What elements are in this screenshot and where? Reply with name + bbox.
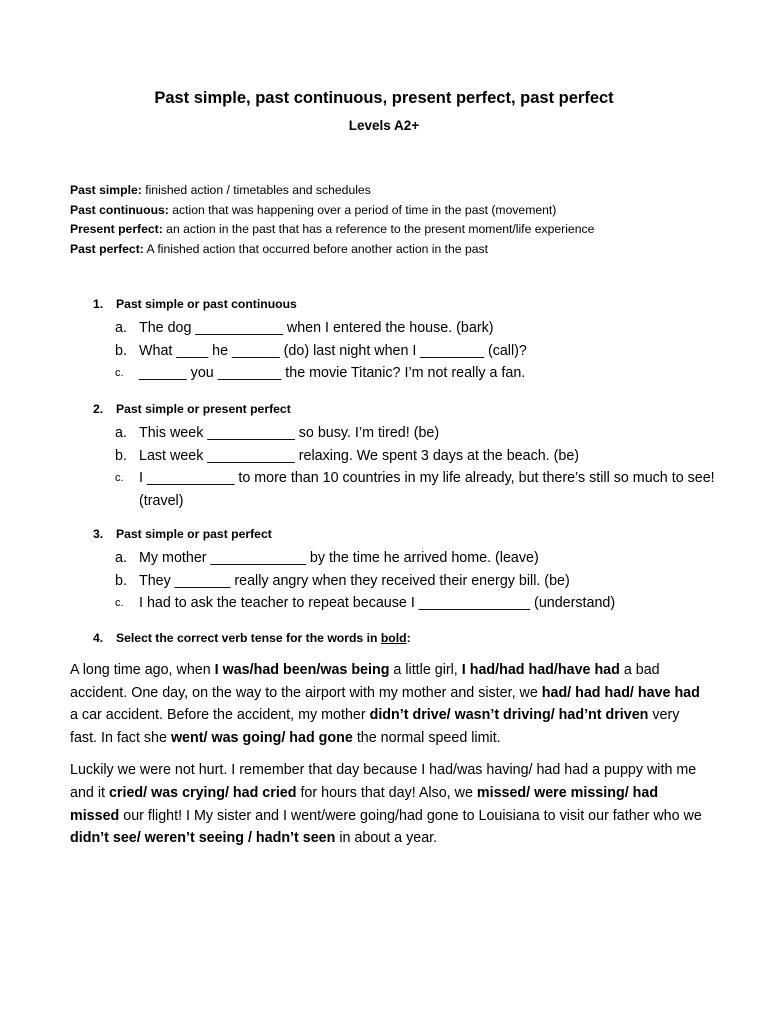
exercise-heading-text: Past simple or past perfect: [116, 527, 272, 541]
item-text: I had to ask the teacher to repeat because I ______________ (understand): [139, 595, 616, 611]
passage-text: a car accident. Before the accident, my mother: [70, 707, 370, 724]
exercise-number: 3.: [93, 527, 104, 541]
exercise-2: [93, 401, 743, 512]
exercise-heading-text: Select the correct verb tense for the words in: [116, 631, 381, 645]
verb-choice: had/ had had/ have had: [541, 684, 700, 701]
reading-passage: [70, 659, 710, 860]
exercise-number: 1.: [93, 297, 104, 311]
definition-past-simple: [70, 181, 750, 201]
item-text: My mother ____________ by the time he arrived home. (leave): [139, 550, 539, 566]
definition-term: Present perfect:: [70, 222, 163, 236]
exercise-4: [93, 630, 743, 651]
verb-choice: didn’t see/ weren’t seeing / hadn’t seen: [70, 830, 336, 847]
exercise-heading-post: :: [406, 631, 411, 645]
definitions-list: [70, 181, 750, 259]
exercise-heading: [93, 401, 743, 422]
verb-choice: I had/had had/have had: [461, 662, 620, 678]
definition-text: finished action / timetables and schedules: [141, 183, 371, 197]
passage-text: our flight! I My sister and I went/were going/had gone to Louisiana to visit our father who we: [119, 807, 702, 824]
item-marker: b.: [115, 342, 127, 359]
exercise-3: [93, 526, 743, 615]
exercise-item: [93, 592, 743, 615]
definition-text: action that was happening over a period of time in the past (movement): [168, 202, 557, 217]
definition-past-continuous: [70, 201, 750, 221]
passage-text: in about a year.: [335, 830, 438, 847]
verb-choice: went/ was going/ had gone: [170, 729, 353, 746]
exercise-item: [93, 570, 743, 593]
exercise-item: [93, 362, 743, 385]
passage-text: A long time ago, when: [70, 662, 215, 678]
definition-term: Past continuous:: [70, 202, 169, 217]
exercise-heading-text: Past simple or present perfect: [116, 402, 291, 416]
page-subtitle: Levels A2+: [348, 118, 420, 133]
item-marker: b.: [115, 447, 127, 464]
item-text: The dog ___________ when I entered the house. (bark): [139, 320, 494, 336]
exercise-number: 2.: [93, 402, 104, 416]
exercise-heading: [93, 526, 743, 547]
item-marker: b.: [115, 572, 127, 589]
item-marker: a.: [115, 320, 127, 336]
exercise-number: 4.: [93, 631, 104, 645]
exercise-item: [93, 547, 743, 570]
exercise-item: [93, 445, 743, 468]
exercise-item: [93, 467, 743, 512]
item-marker: c.: [115, 472, 124, 484]
item-text: I ___________ to more than 10 countries in my life already, but there’s still so much to see! (travel): [139, 470, 715, 509]
passage-text: Luckily we were not hurt. I remember that day because I had/was having/ had had a puppy with me and it: [70, 762, 697, 801]
exercise-heading: [93, 630, 743, 651]
exercise-item: [93, 317, 743, 340]
exercise-heading-underlined: bold: [380, 631, 407, 645]
exercise-item: [93, 340, 743, 363]
passage-text: a little girl,: [389, 662, 462, 678]
verb-choice: cried/ was crying/ had cried: [108, 784, 297, 801]
item-text: They _______ really angry when they received their energy bill. (be): [139, 572, 570, 589]
page-title: Past simple, past continuous, present perfect, past perfect: [154, 89, 614, 107]
definition-past-perfect: [70, 240, 750, 260]
item-text: What ____ he ______ (do) last night when I ________ (call)?: [139, 342, 527, 359]
definition-text: A finished action that occurred before another action in the past: [143, 241, 489, 256]
item-marker: a.: [115, 550, 127, 566]
item-marker: c.: [115, 597, 124, 609]
exercise-item: [93, 422, 743, 445]
exercise-heading-text: Past simple or past continuous: [116, 297, 297, 311]
item-text: This week ___________ so busy. I’m tired! (be): [139, 425, 440, 441]
item-marker: c.: [115, 367, 124, 379]
passage-text: very fast. In fact she: [70, 707, 680, 746]
item-marker: a.: [115, 425, 127, 441]
passage-text: the normal speed limit.: [352, 729, 501, 746]
passage-paragraph: [70, 759, 710, 849]
passage-text: for hours that day! Also, we: [296, 784, 477, 801]
definition-term: Past simple:: [70, 183, 142, 197]
verb-choice: I was/had been/was being: [214, 662, 390, 678]
passage-paragraph: [70, 659, 710, 749]
item-text: ______ you ________ the movie Titanic? I’m not really a fan.: [139, 365, 526, 381]
definition-term: Past perfect:: [70, 241, 144, 256]
verb-choice: didn’t drive/ wasn’t driving/ had’nt driven: [369, 707, 649, 724]
passage-text: a bad accident. One day, on the way to the airport with my mother and sister, we: [70, 662, 660, 701]
exercise-1: [93, 296, 743, 385]
definition-present-perfect: [70, 220, 750, 240]
exercise-heading: [93, 296, 743, 317]
item-text: Last week ___________ relaxing. We spent 3 days at the beach. (be): [139, 447, 580, 464]
definition-text: an action in the past that has a reference to the present moment/life experience: [162, 222, 595, 236]
verb-choice: missed/ were missing/ had missed: [70, 784, 659, 824]
